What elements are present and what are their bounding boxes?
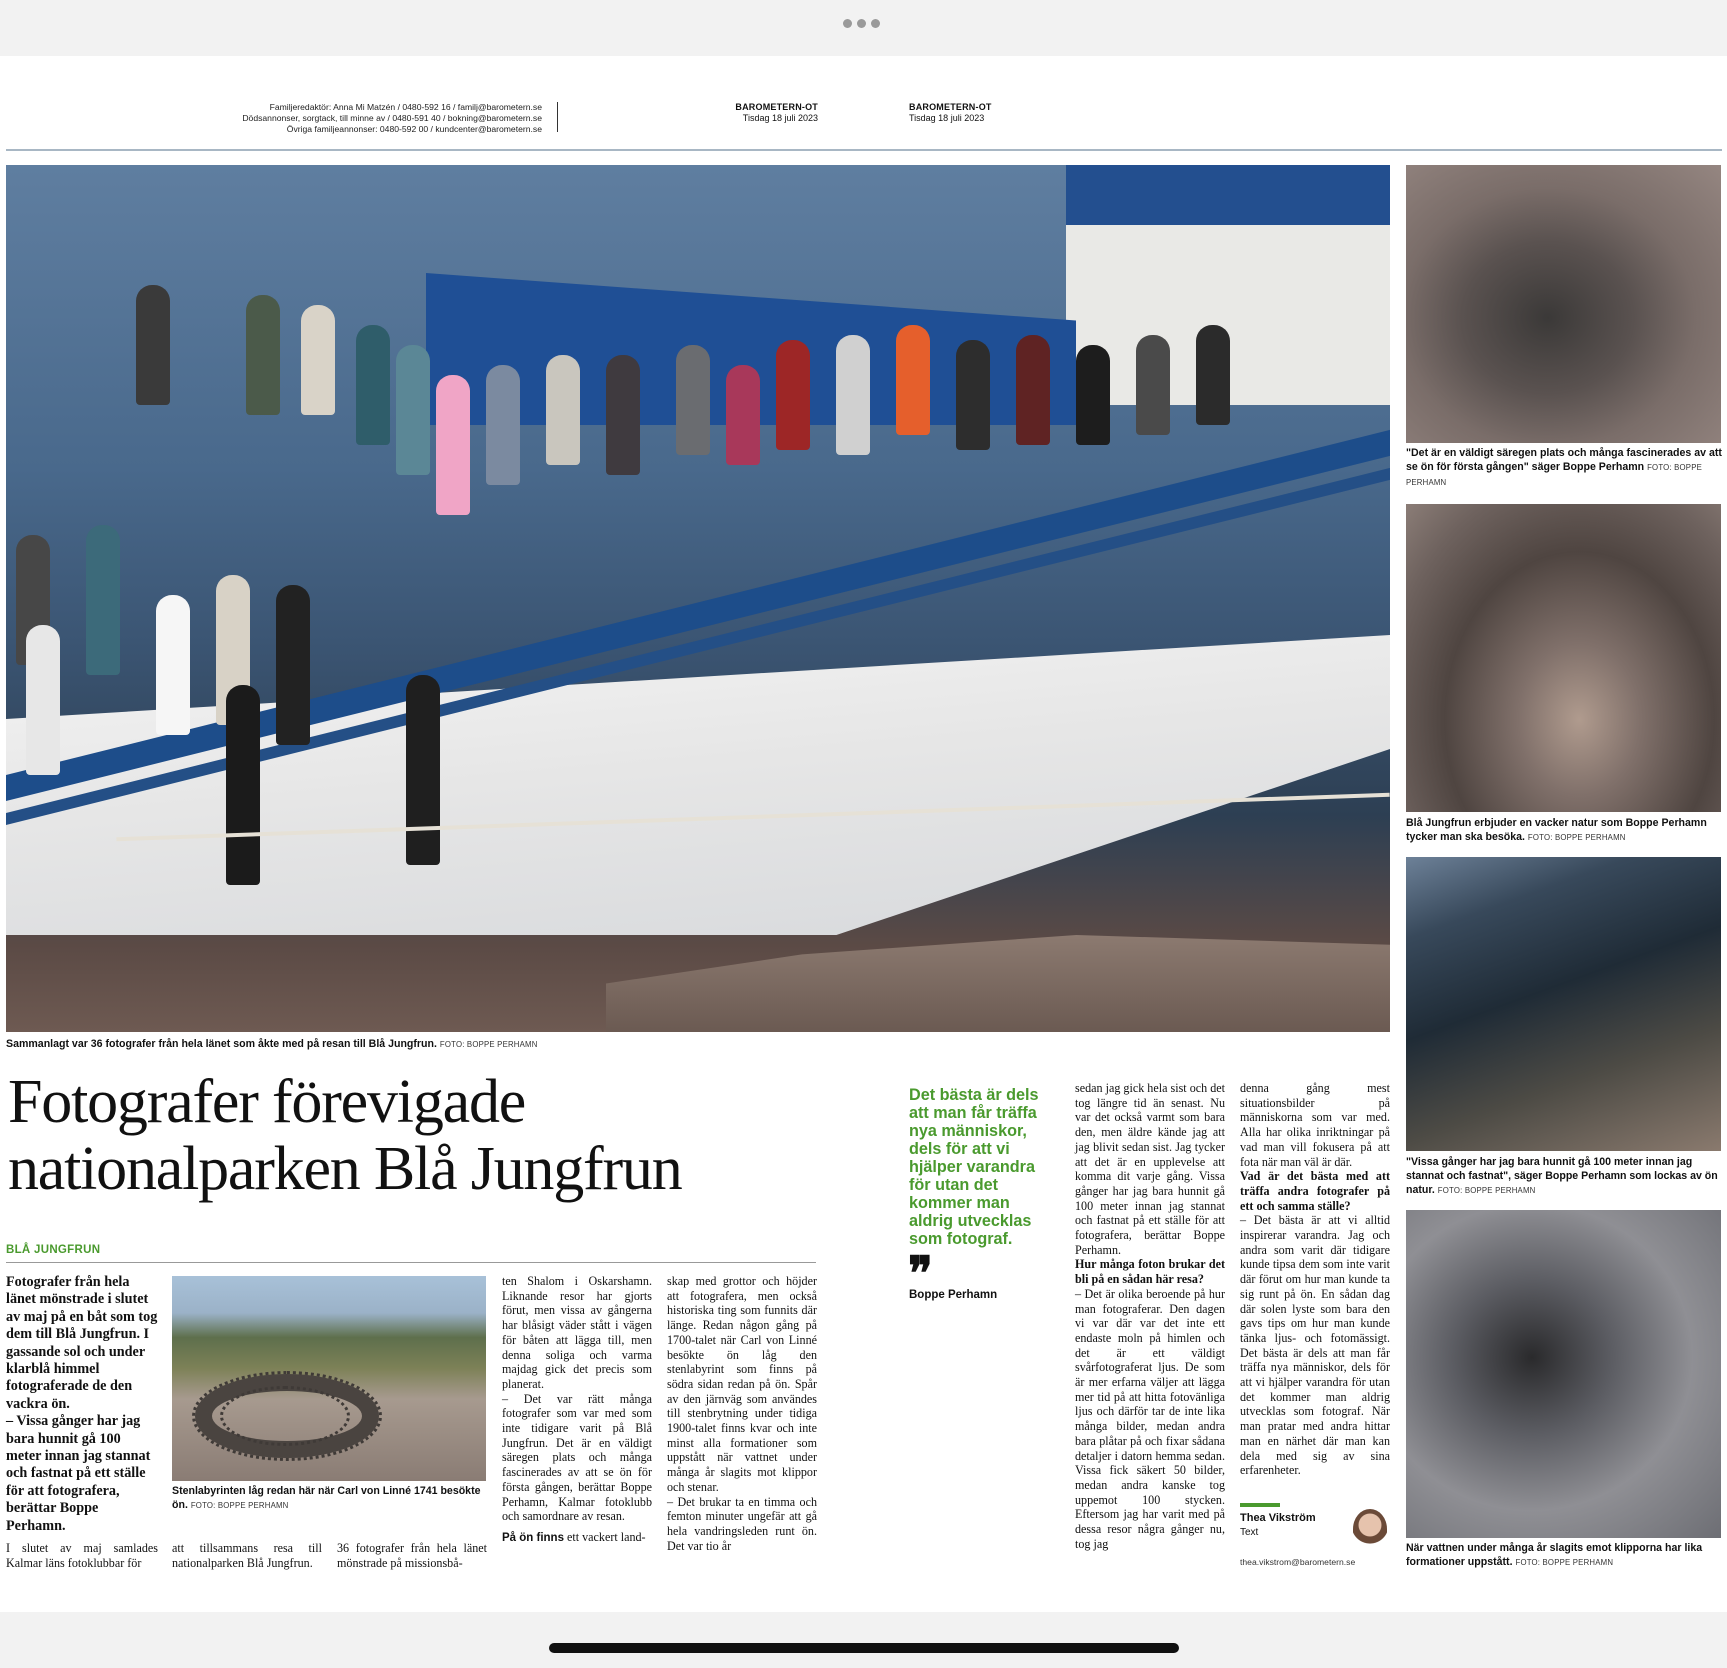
publication-name: BAROMETERN-OT xyxy=(735,102,818,112)
side-photo-caption: Blå Jungfrun erbjuder en vacker natur som Boppe Perhamn tycker man ska besöka. FOTO: BOPPE PERHAMN xyxy=(1406,817,1707,843)
side-photo-caption: När vattnen under många år slagits emot klipporna har lika formationer uppstått. FOTO: BOPPE PERHAMN xyxy=(1406,1542,1703,1568)
contact-line: Familjeredaktör: Anna Mi Matzén / 0480-592 16 / familj@barometern.se xyxy=(269,102,542,112)
side-photo-caption: "Det är en väldigt säregen plats och många fascinerades av att se ön för första gången" säger Boppe Perhamn FOTO: BOPPE PERHAMN xyxy=(1406,447,1722,487)
rock-formation-photo xyxy=(1406,165,1721,443)
eroded-rock-photo xyxy=(1406,1210,1721,1538)
publication-date: Tisdag 18 juli 2023 xyxy=(909,113,985,123)
byline-name: Thea Vikström xyxy=(1240,1512,1316,1524)
pebble-cave-photo xyxy=(1406,504,1721,812)
masthead-left-page xyxy=(700,102,818,124)
byline-email[interactable]: thea.vikstrom@barometern.se xyxy=(1240,1557,1356,1567)
body-column-3: ten Shalom i Oskarshamn. Liknande resor har gjorts förut, men vissa av gångerna har blåsigt väder stått i vägen för båten att lägga till, men denna soliga och varma majdag gick det precis som planerat. – Det var rätt många fotografer som var med som inte tidigare varit på Blå Jungfrun. Det är en väldigt säregen plats och många fascinerades av att se ön för första gången, berättar Boppe Perhamn, Kalmar fotoklubb och samordnare av resan. På ön finns ett vackert land- xyxy=(502,1274,652,1544)
section-rule xyxy=(6,1262,816,1263)
photo-credit: FOTO: BOPPE PERHAMN xyxy=(1515,1558,1614,1567)
quote-author: Boppe Perhamn xyxy=(909,1289,998,1301)
body-column-1: I slutet av maj samlades Kalmar läns fotoklubbar för xyxy=(6,1541,158,1570)
body-column-4: skap med grottor och höjder att fotografera, men också historiska ting som funnits där länge. Redan någon gång på 1700-talet när Carl von Linné besökte ön låg den stenlabyrint som finns på södra sidan redan på ön. Spår av den järnväg som användes till stenbrytning under tidiga 1900-talet finns kvar och inte minst alla formationer som uppstått när vattnet under många år slagits mot klippor och stenar. – Det brukar ta en timma och femton minuter ungefär att gå hela vandringsleden runt ön. Det var tio år xyxy=(667,1274,817,1553)
body-column-7: denna gång mest situationsbilder på människorna som var med. Alla har olika inriktningar på vad man vill fokusera på att fota när man väl är där. Vad är det bästa med att träffa andra fotografer på ett och samma ställe? – Det bästa är att vi alltid inspirerar varandra. Jag och andra som varit där tidigare kunde tipsa dem som inte varit där förut om hur man kunde ta sig runt på ön. En sådan dag där solen lyste som bara den gavs tips om hur man kunde tänka ljus- och fotomässigt. Det bästa är dels att man får träffa nya människor, dels för att vi hjälper varandra för utan det kommer man aldrig utvecklas som fotograf. När man pratar med andra hittar man en närhet där man kan dela med sig av sina erfarenheter. xyxy=(1240,1081,1390,1478)
author-avatar xyxy=(1353,1509,1387,1549)
home-indicator[interactable] xyxy=(549,1643,1179,1653)
main-photo-caption: Sammanlagt var 36 fotografer från hela länet som åkte med på resan till Blå Jungfrun. FOTO: BOPPE PERHAMN xyxy=(6,1038,538,1050)
quote-mark-icon: ❞ xyxy=(908,1248,933,1299)
byline-role: Text xyxy=(1240,1527,1259,1538)
pull-quote: Det bästa är dels att man får träffa nya människor, dels för att vi hjälper varandra för utan det kommer man aldrig utvecklas som fotograf. xyxy=(909,1086,1039,1248)
masthead-right-page xyxy=(909,102,1027,124)
more-options-icon[interactable] xyxy=(843,19,880,28)
contact-line: Övriga familjeannonser: 0480-592 00 / kundcenter@barometern.se xyxy=(286,124,542,134)
article-ingress: Fotografer från hela länet mönstrade i slutet av maj på en båt som tog dem till Blå Jungfrun. I gassande sol och under klarblå himmel fotograferade de den vackra ön. – Vissa gånger har jag bara hunnit gå 100 meter innan jag stannat och fastnat på ett ställe för att fotografera, berättar Boppe Perhamn. xyxy=(6,1274,158,1534)
publication-name: BAROMETERN-OT xyxy=(909,102,992,112)
body-column-6: sedan jag gick hela sist och det tog längre tid än senast. Nu var det också varmt som bara den, men äldre kände jag att jag blivit sedan sist. Jag tycker att det är en upplevelse att komma dit varje gång. Vissa gånger har jag bara hunnit gå 100 meter innan jag stannat och fastnat på ett ställe för att fotografera, berättar Boppe Perhamn. Hur många foton brukar det bli på en sådan här resa? – Det är olika beroende på hur man fotograferar. Den dagen vi var där var det inte ett endaste moln på himlen och det är ett väldigt svårfotograferat ljus. De som är mer erfarna väljer att lägga mer tid på att hitta fotovänliga ljus och därför tar de inte lika många bilder, medan andra bara plåtar på och fixar sådana detaljer i datorn hemma sedan. Vissa fick säkert 50 bilder, medan andra kanske tog uppemot 100 stycken. Eftersom jag har varit med på dessa resor några gånger nu, tog jag xyxy=(1075,1081,1225,1551)
photographer-group-foreground xyxy=(6,515,506,915)
sail xyxy=(1066,165,1390,225)
publication-date: Tisdag 18 juli 2023 xyxy=(742,113,818,123)
rock-shore xyxy=(606,935,1390,1032)
photo-credit: FOTO: BOPPE PERHAMN xyxy=(1406,463,1703,487)
photo-credit: FOTO: BOPPE PERHAMN xyxy=(1437,1186,1536,1195)
article-headline: Fotografer förevigade nationalparken Blå Jungfrun xyxy=(8,1068,682,1203)
side-photo-caption: "Vissa gånger har jag bara hunnit gå 100 meter innan jag stannat och fastnat", säger Boppe Perhamn som lockas av ön natur. FOTO: BOPPE PERHAMN xyxy=(1406,1156,1718,1196)
header-rule xyxy=(6,149,1722,151)
masthead-divider xyxy=(557,102,558,132)
inline-photo-caption: Stenlabyrinten låg redan här när Carl von Linné 1741 besökte ön. FOTO: BOPPE PERHAMN xyxy=(172,1485,481,1511)
photo-credit: FOTO: BOPPE PERHAMN xyxy=(190,1501,289,1510)
section-label: BLÅ JUNGFRUN xyxy=(6,1244,101,1256)
shoreline-photo xyxy=(1406,857,1721,1151)
body-column-3-bottom: 36 fotografer från hela länet mönstrade på missionsbå- xyxy=(337,1541,487,1570)
contact-line: Dödsannonser, sorgtack, till minne av / 0480-591 40 / bokning@barometern.se xyxy=(242,113,542,123)
photo-credit: FOTO: BOPPE PERHAMN xyxy=(1527,833,1626,842)
masthead-contacts xyxy=(150,102,542,135)
body-column-2: att tillsammans resa till nationalparken Blå Jungfrun. xyxy=(172,1541,322,1570)
reader-top-bar xyxy=(0,0,1727,56)
reader-bottom-bar xyxy=(0,1612,1727,1668)
stone-labyrinth-photo xyxy=(172,1276,486,1481)
photo-credit: FOTO: BOPPE PERHAMN xyxy=(439,1040,538,1049)
ship-group-photo xyxy=(6,165,1390,1032)
byline-rule xyxy=(1240,1503,1280,1507)
